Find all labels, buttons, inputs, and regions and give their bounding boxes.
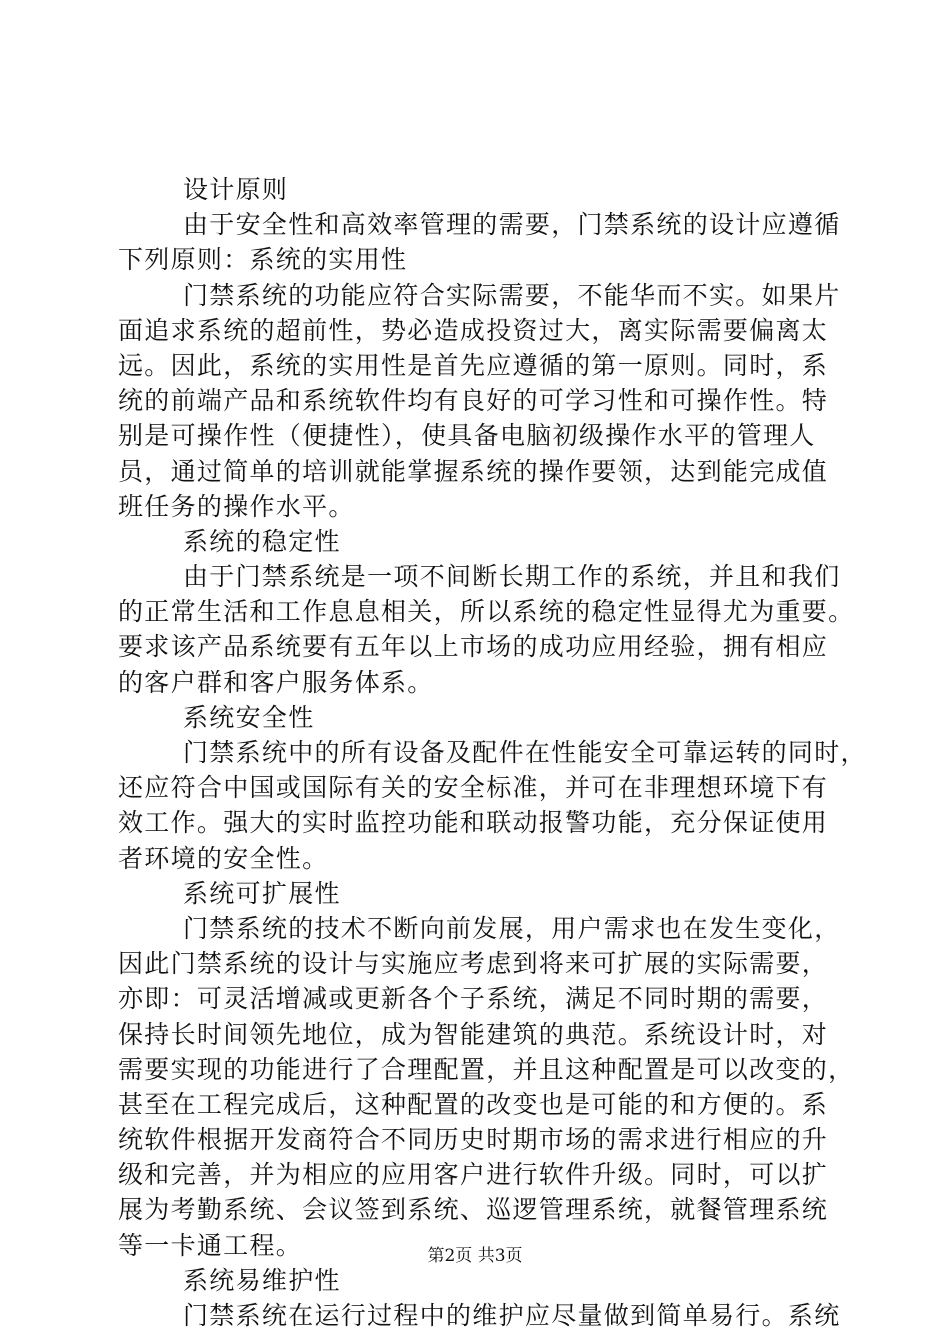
text-line: 系统可扩展性 xyxy=(183,878,341,908)
text-line: 效工作。强大的实时监控功能和联动报警功能，充分保证使用 xyxy=(118,808,829,838)
text-line: 别是可操作性（便捷性），使具备电脑初级操作水平的管理人 xyxy=(118,421,816,451)
text-line: 下列原则：系统的实用性 xyxy=(118,245,408,275)
text-line: 门禁系统在运行过程中的维护应尽量做到简单易行。系统 xyxy=(183,1301,841,1330)
text-line: 的客户群和客户服务体系。 xyxy=(118,667,434,697)
text-line: 者环境的安全性。 xyxy=(118,843,329,873)
text-line: 统软件根据开发商符合不同历史时期市场的需求进行相应的升 xyxy=(118,1125,829,1155)
text-line: 展为考勤系统、会议签到系统、巡逻管理系统，就餐管理系统 xyxy=(118,1195,829,1225)
text-line: 门禁系统的技术不断向前发展，用户需求也在发生变化， xyxy=(183,913,841,943)
text-line: 由于安全性和高效率管理的需要，门禁系统的设计应遵循 xyxy=(183,210,841,240)
text-line: 需要实现的功能进行了合理配置，并且这种配置是可以改变的， xyxy=(118,1054,855,1084)
text-line: 还应符合中国或国际有关的安全标准，并可在非理想环境下有 xyxy=(118,773,829,803)
text-line: 远。因此，系统的实用性是首先应遵循的第一原则。同时，系 xyxy=(118,350,829,380)
text-line: 甚至在工程完成后，这种配置的改变也是可能的和方便的。系 xyxy=(118,1089,829,1119)
text-line: 要求该产品系统要有五年以上市场的成功应用经验，拥有相应 xyxy=(118,632,829,662)
text-line: 设计原则 xyxy=(183,175,289,204)
text-line: 保持长时间领先地位，成为智能建筑的典范。系统设计时，对 xyxy=(118,1019,829,1049)
text-line: 亦即：可灵活增减或更新各个子系统，满足不同时期的需要， xyxy=(118,984,829,1014)
text-line: 等一卡通工程。 xyxy=(118,1230,303,1260)
text-line: 的正常生活和工作息息相关，所以系统的稳定性显得尤为重要。 xyxy=(118,597,855,627)
text-line: 级和完善，并为相应的应用客户进行软件升级。同时，可以扩 xyxy=(118,1160,829,1190)
page-footer: 第2页 共3页 xyxy=(427,1246,523,1266)
text-line: 因此门禁系统的设计与实施应考虑到将来可扩展的实际需要， xyxy=(118,949,829,979)
text-line: 门禁系统的功能应符合实际需要，不能华而不实。如果片 xyxy=(183,280,841,310)
text-line: 系统易维护性 xyxy=(183,1265,341,1295)
text-line: 由于门禁系统是一项不间断长期工作的系统，并且和我们 xyxy=(183,562,841,592)
text-line: 系统安全性 xyxy=(183,702,315,732)
text-line: 统的前端产品和系统软件均有良好的可学习性和可操作性。特 xyxy=(118,386,829,416)
text-line: 员，通过简单的培训就能掌握系统的操作要领，达到能完成值 xyxy=(118,456,829,486)
text-line: 班任务的操作水平。 xyxy=(118,491,355,521)
document-body xyxy=(118,172,867,1333)
text-line: 面追求系统的超前性，势必造成投资过大，离实际需要偏离太 xyxy=(118,315,829,345)
text-line: 系统的稳定性 xyxy=(183,526,341,556)
text-line: 门禁系统中的所有设备及配件在性能安全可靠运转的同时， xyxy=(183,738,867,767)
